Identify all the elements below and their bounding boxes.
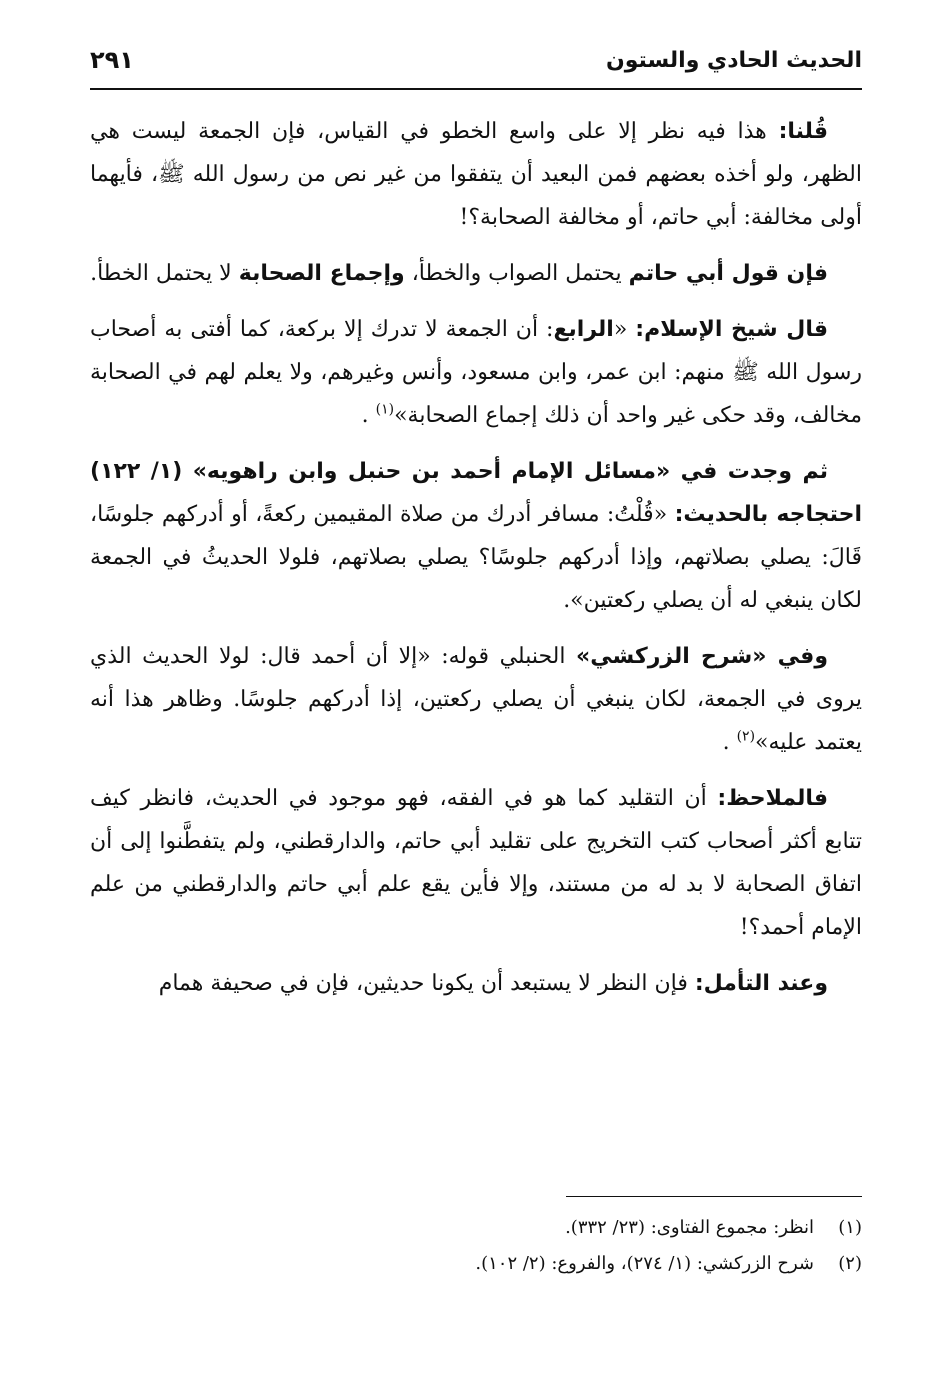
- footnote-1: [90, 1210, 862, 1246]
- footnote-text: شرح الزركشي: (١/ ٢٧٤)، والفروع: (٢/ ١٠٢).: [475, 1253, 814, 1274]
- paragraph-6: [90, 777, 862, 949]
- footnote-number: (١): [838, 1217, 862, 1238]
- paragraph-text: لا يحتمل الخطأ.: [90, 261, 239, 286]
- footnotes: [90, 1210, 862, 1282]
- paragraph-5: [90, 635, 862, 764]
- page-number: ٢٩١: [90, 46, 134, 74]
- paragraph-3: [90, 308, 862, 437]
- paragraph-lead: قُلنا:: [778, 119, 828, 144]
- paragraph-text: هذا فيه نظر إلا على واسع الخطو في القياس، فإن الجمعة ليست هي الظهر، ولو أخذه بعضهم فمن البعيد أن يتفقوا من غير نص من رسول الله ﷺ، فأيهما أولى مخالفة: أبي حاتم، أو مخالفة الصحابة؟!: [90, 119, 862, 230]
- paragraph-tail: .: [361, 403, 376, 428]
- paragraph-text: فإن النظر لا يستبعد أن يكونا حديثين، فإن في صحيفة همام: [158, 971, 695, 996]
- footnote-ref-2[interactable]: (٢): [736, 728, 756, 745]
- paragraph-7: [90, 962, 862, 1005]
- footnote-number: (٢): [838, 1253, 862, 1274]
- paragraph-text: «: [613, 317, 636, 342]
- bold-phrase: وعند التأمل:: [694, 971, 828, 996]
- paragraph-text: «قُلْتُ: مسافر أدرك من صلاة المقيمين ركعةً، أو أدركهم جلوسًا، قَالَ: يصلي بصلاتهم، وإذا أدركهم جلوسًا؟ يصلي بصلاتهم، فلولا الحديثُ في الجمعة لكان ينبغي له أن يصلي ركعتين».: [90, 502, 862, 613]
- paragraph-text: : أن الجمعة لا تدرك إلا بركعة، كما أفتى به أصحاب رسول الله ﷺ منهم: ابن عمر، وابن مسعود، وأنس وغيرهم، ولا يعلم لهم في الصحابة مخالف، وقد حكى غير واحد أن ذلك إجماع الصحابة»: [90, 317, 862, 428]
- bold-phrase: فإن قول أبي حاتم: [628, 261, 828, 286]
- header-divider: [90, 88, 862, 90]
- footnote-2: [90, 1246, 862, 1282]
- bold-phrase: الرابع: [553, 317, 614, 342]
- main-text: [90, 110, 862, 1018]
- bold-phrase: ثم وجدت في «مسائل الإمام أحمد بن حنبل وابن راهويه» (١/ ١٢٢) احتجاجه بالحديث:: [90, 459, 863, 527]
- paragraph-4: [90, 450, 862, 622]
- bold-phrase: فالملاحظ:: [717, 786, 828, 811]
- footnote-divider: [566, 1196, 862, 1197]
- paragraph-text: الحنبلي قوله: «إلا أن أحمد قال: لولا الحديث الذي يروى في الجمعة، لكان ينبغي أن يصلي ركعتين، إذا أدركهم جلوسًا. وظاهر هذا أنه يعتمد عليه»: [90, 644, 862, 755]
- paragraph-tail: .: [722, 730, 737, 755]
- bold-phrase: وإجماع الصحابة: [238, 261, 405, 286]
- footnote-text: انظر: مجموع الفتاوى: (٢٣/ ٣٣٢).: [565, 1217, 814, 1238]
- paragraph-text: يحتمل الصواب والخطأ،: [404, 261, 629, 286]
- footnote-ref-1[interactable]: (١): [375, 401, 395, 418]
- bold-phrase: قال شيخ الإسلام:: [635, 317, 829, 342]
- bold-phrase: وفي «شرح الزركشي»: [576, 644, 828, 669]
- paragraph-1: [90, 110, 862, 239]
- paragraph-2: [90, 252, 862, 295]
- page-header: [90, 38, 862, 90]
- running-title: الحديث الحادي والستون: [605, 48, 862, 73]
- paragraph-text: أن التقليد كما هو في الفقه، فهو موجود في الحديث، فانظر كيف تتابع أكثر أصحاب كتب التخريج على تقليد أبي حاتم، والدارقطني، ولم يتفطَّنوا إلى أن اتفاق الصحابة لا بد له من مستند، وإلا فأين يقع علم أبي حاتم والدارقطني من علم الإمام أحمد؟!: [90, 786, 862, 940]
